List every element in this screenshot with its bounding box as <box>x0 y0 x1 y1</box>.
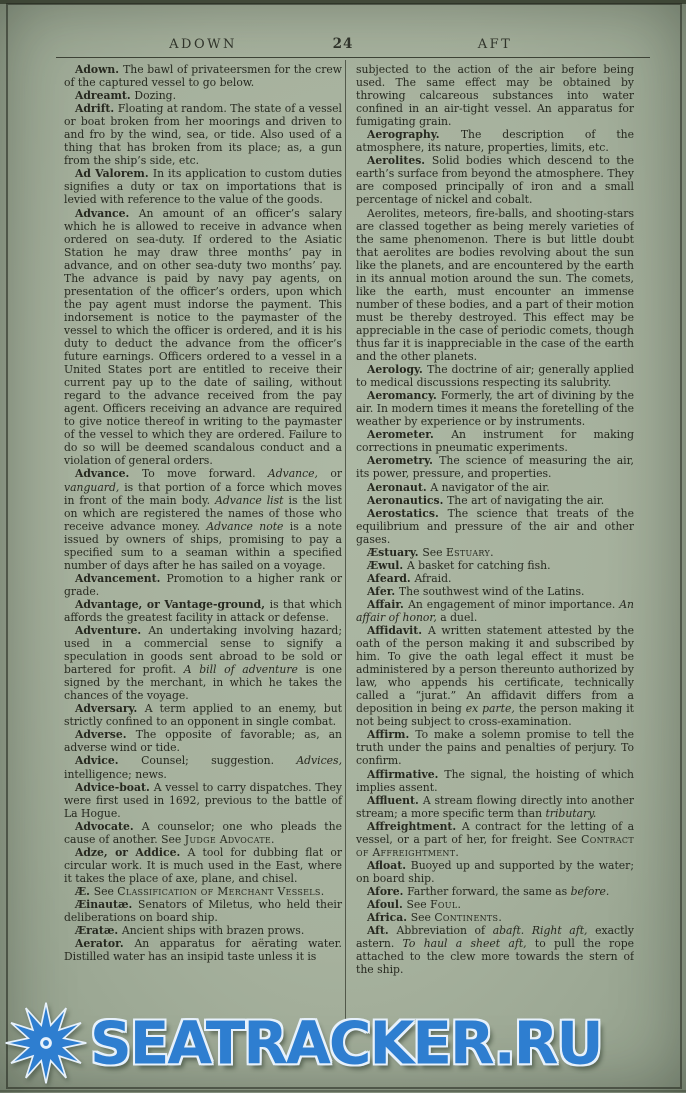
entry-headword: Affirm. <box>367 728 416 742</box>
entry-text: To make a solemn promise to tell the truth under the pains and penalties of perjury. To confirm. <box>356 728 634 768</box>
entry-text: is that portion of a force which moves in front of the main body. <box>64 480 342 507</box>
entry-text: . <box>320 884 325 898</box>
entry-italic-text: abaft. <box>492 924 525 938</box>
entry-cross-reference: Judge Advocate <box>184 832 271 846</box>
watermark-text: SEATRACKER.RU <box>90 1008 602 1078</box>
entry-headword: Adreamt. <box>75 89 135 103</box>
dictionary-entry <box>356 454 634 480</box>
dictionary-entry <box>356 898 634 911</box>
dictionary-entry <box>64 572 342 598</box>
entry-headword: Aerology. <box>367 363 428 377</box>
dictionary-entry <box>356 507 634 546</box>
entry-text: Afraid. <box>414 571 452 585</box>
dictionary-entry <box>356 911 634 924</box>
entry-headword: Aerolites. <box>367 154 432 168</box>
dictionary-entry <box>64 102 342 167</box>
dictionary-entry <box>64 846 342 885</box>
entry-headword: Afeard. <box>367 571 415 585</box>
entry-text: The doctrine of air; generally applied to medical discussions respecting its salubrity. <box>356 363 634 390</box>
dictionary-entry <box>356 63 634 128</box>
dictionary-entry <box>64 728 342 754</box>
entry-headword: Afoul. <box>367 898 407 911</box>
header-rule <box>56 57 650 58</box>
entry-headword: Aeronaut. <box>367 480 431 494</box>
entry-headword: Adze, or Addice. <box>75 845 188 859</box>
entry-text: To move forward. <box>141 467 268 481</box>
dictionary-entry <box>64 754 342 780</box>
entry-text: Formerly, the art of divining by the air. In modern times it means the foretelling of the weather by experience or by instruments. <box>356 389 634 429</box>
dictionary-entry <box>356 154 634 206</box>
running-head-right: AFT <box>477 37 513 52</box>
scan-edge-bottom <box>0 1090 686 1092</box>
entry-headword: Æinautæ. <box>75 898 139 911</box>
dictionary-entry <box>64 598 342 624</box>
dictionary-entry <box>64 207 342 468</box>
entry-headword: Aft. <box>367 924 397 938</box>
entry-headword: Æ. <box>75 884 94 898</box>
entry-headword: Afloat. <box>367 858 411 872</box>
entry-text: The art of navigating the air. <box>447 493 605 507</box>
dictionary-entry <box>356 585 634 598</box>
dictionary-entry <box>64 89 342 102</box>
entry-text: a duel. <box>436 610 478 624</box>
entry-text: Buoyed up and supported by the water; on board ship. <box>356 858 634 885</box>
entry-italic-text: before. <box>570 884 610 898</box>
running-head-left: ADOWN <box>169 37 237 52</box>
entry-text: The opposite of favorable; as, an adverse wind or tide. <box>64 728 342 755</box>
entry-text: A written statement attested by the oath of the person making it and subscribed by him. To give the oath legal effect it must be administered by a person thereunto authorized by law, who appends his certificate, technically called a “jurat.” An affidavit differs from a deposition in being <box>356 624 634 716</box>
dictionary-entry <box>356 768 634 794</box>
entry-text: An amount of an officer’s salary which he is allowed to receive in advance when ordered on sea-duty. If ordered to the Asiatic Station he may draw three months’ pay in advance, and on other sea-duty two months’ pay. The advance is paid by navy pay agents, on presentation of the officer’s orders, upon which the pay agent must indorse the payment. This indorsement is notice to the paymaster of the vessel to which the officer is ordered, and it is his duty to deduct the advance from the officer’s future earnings. Officers ordered to a vessel in a United States port are entitled to receive their current pay up to the date of sailing, without regard to the advance received from the pay agent. Officers receiving an advance are required to give notice thereof in writing to the paymaster of the vessel to which they are ordered. Failure to do so will be deemed scandalous conduct and a violation of general orders. <box>64 206 342 468</box>
entry-headword: Aerometer. <box>367 428 452 442</box>
entry-headword: Aerator. <box>75 937 135 951</box>
entry-headword: Affluent. <box>367 793 423 807</box>
dictionary-entry <box>64 781 342 820</box>
entry-text: A term applied to an enemy, but strictly confined to an opponent in single combat. <box>64 702 342 729</box>
entry-headword: Aerometry. <box>367 454 440 468</box>
entry-text: Abbreviation of <box>396 924 493 938</box>
dictionary-entry <box>356 624 634 728</box>
entry-headword: Æstuary. <box>367 545 423 559</box>
entry-headword: Ad Valorem. <box>75 167 153 181</box>
entry-text: The science that treats of the equilibrium and pressure of the air and other gases. <box>356 506 634 546</box>
entry-cross-reference: Continents <box>434 911 499 925</box>
entry-italic-text: A bill of adventure <box>183 663 298 677</box>
entry-headword: Advance. <box>75 467 142 481</box>
dictionary-entry <box>64 702 342 728</box>
entry-text: Dozing. <box>134 89 177 103</box>
dictionary-entry <box>356 572 634 585</box>
entry-headword: Advancement. <box>75 571 167 585</box>
entry-text: An apparatus for aërating water. Distilled water has an insipid taste unless it is <box>64 937 342 964</box>
entry-text: Solid bodies which descend to the earth’s surface from beyond the atmosphere. They are composed principally of iron and a small percentage of nickel and cobalt. <box>356 154 634 207</box>
dictionary-entry <box>356 924 634 976</box>
entry-italic-text: ex parte, <box>465 702 515 716</box>
entry-cross-reference: Foul <box>430 898 458 911</box>
entry-headword: Aeromancy. <box>367 389 441 403</box>
entry-headword: Aerography. <box>367 128 461 142</box>
dictionary-entry <box>64 885 342 898</box>
entry-text: Floating at random. The state of a vessel or boat broken from her moorings and driven to and fro by the wind, sea, or tide. Also used of a thing that has broken from its place; as, a gun from the ship’s side, etc. <box>64 102 342 168</box>
entry-italic-text: Right aft, <box>531 924 588 938</box>
entry-italic-text: vanguard, <box>64 480 120 494</box>
entry-headword: Aerostatics. <box>367 506 448 520</box>
entry-headword: Advantage, or Vantage-ground, <box>75 597 270 611</box>
entry-headword: Æratæ. <box>75 924 122 938</box>
entry-text: . <box>498 911 502 925</box>
entry-text: . <box>457 898 461 911</box>
entry-text: The signal, the hoisting of which implies assent. <box>356 767 634 794</box>
dictionary-entry <box>64 898 342 924</box>
entry-headword: Adverse. <box>75 728 136 742</box>
entry-headword: Advocate. <box>75 819 142 833</box>
entry-text: or <box>318 467 343 481</box>
entry-text: A tool for dubbing flat or circular work. It is much used in the East, where it takes the place of axe, plane, and chisel. <box>64 845 342 885</box>
entry-text: An instrument for making corrections in pneumatic experiments. <box>356 428 634 455</box>
entry-italic-text: An affair of honor, <box>356 597 634 624</box>
dictionary-entry <box>356 546 634 559</box>
dictionary-entry <box>64 820 342 846</box>
entry-text: A stream flowing directly into another stream; a more specific term than <box>356 793 634 820</box>
entry-text: is the list on which are registered the names of those who receive advance money. <box>64 493 342 533</box>
entry-text: A vessel to carry dispatches. They were first used in 1692, previous to the battle of La Hogue. <box>64 780 342 820</box>
entry-text: intelligence; news. <box>64 767 167 781</box>
entry-text: The description of the atmosphere, its nature, properties, limits, etc. <box>356 128 634 155</box>
entry-headword: Æwul. <box>367 558 407 572</box>
entry-italic-text: Advance, <box>267 467 318 481</box>
entry-text: . <box>455 845 459 859</box>
dictionary-entry <box>356 494 634 507</box>
entry-italic-text: tributary. <box>545 806 597 820</box>
entry-text: See <box>410 911 435 925</box>
entry-text: Counsel; suggestion. <box>141 754 297 768</box>
dictionary-entry <box>64 63 342 89</box>
entry-text: is one signed by the merchant, in which he takes the chances of the voyage. <box>64 663 342 703</box>
entry-text: A counselor; one who pleads the cause of another. See <box>64 819 342 846</box>
entry-headword: Affair. <box>367 597 409 611</box>
entry-text: See <box>93 884 118 898</box>
entry-cross-reference: Contract of Affreightment <box>356 832 634 859</box>
entry-headword: Advice-boat. <box>75 780 154 794</box>
entry-text: . <box>490 545 494 559</box>
entry-text: Ancient ships with brazen prows. <box>121 924 305 938</box>
entry-headword: Adown. <box>75 63 124 76</box>
dictionary-entry <box>64 937 342 963</box>
entry-text: The bawl of privateersmen for the crew of the captured vessel to go below. <box>64 63 342 90</box>
entry-headword: Affirmative. <box>367 767 445 781</box>
entry-cross-reference: Estuary <box>445 545 491 559</box>
text-columns <box>64 63 634 1083</box>
entry-italic-text: Advices, <box>296 754 342 768</box>
dictionary-entry <box>64 467 342 571</box>
dictionary-entry <box>64 924 342 937</box>
dictionary-entry <box>356 128 634 154</box>
entry-headword: Africa. <box>367 911 411 925</box>
entry-text: See <box>422 545 446 559</box>
dictionary-entry <box>64 624 342 702</box>
dictionary-entry <box>356 859 634 885</box>
entry-italic-text: To haul a sheet aft, <box>402 937 527 951</box>
dictionary-entry <box>356 794 634 820</box>
entry-text: The southwest wind of the Latins. <box>398 584 585 598</box>
entry-text: Senators of Miletus, who held their deliberations on board ship. <box>64 898 342 925</box>
left-column <box>64 63 342 1083</box>
dictionary-entry <box>356 598 634 624</box>
dictionary-entry <box>64 167 342 206</box>
entry-text: is a note issued by owners of ships, promising to pay a specified sum to a seaman within a specified number of days after he has sailed on a voyage. <box>64 519 342 572</box>
entry-headword: Affreightment. <box>367 819 462 833</box>
entry-text: . <box>271 832 275 846</box>
entry-headword: Afore. <box>367 884 408 898</box>
dictionary-entry <box>356 885 634 898</box>
dictionary-entry <box>356 481 634 494</box>
dictionary-entry <box>356 728 634 767</box>
right-column <box>356 63 634 1083</box>
entry-text: exactly astern. <box>356 924 634 951</box>
dictionary-entry <box>356 389 634 428</box>
entry-text: A navigator of the air. <box>430 480 550 494</box>
entry-text: is that which affords the greatest facility in attack or defense. <box>64 597 342 624</box>
entry-cross-reference: Classification of Merchant Vessels <box>117 884 321 898</box>
entry-italic-text: Advance note <box>206 519 284 533</box>
entry-text: In its application to custom duties signifies a duty or tax on importations that is levied with reference to the value of the goods. <box>64 167 343 207</box>
entry-text: Aerolites, meteors, fire-balls, and shooting-stars are classed together as being merely varieties of the same phenomenon. There is but little doubt that aerolites are bodies revolving about the sun like the planets, and are encountered by the earth in its annual motion around the sun. The comets, like the earth, must encounter an immense number of these bodies, and a part of their motion must be thereby destroyed. This effect may be appreciable in the case of periodic comets, though thus far it is inappreciable in the case of the earth and the other planets. <box>356 206 634 364</box>
entry-headword: Adventure. <box>75 624 149 638</box>
entry-text: the person making it not being subject to cross-examination. <box>356 702 634 729</box>
entry-text: Farther forward, the same as <box>407 884 571 898</box>
dictionary-entry <box>356 820 634 859</box>
entry-text: A contract for the letting of a vessel, or a part of her, for freight. See <box>356 819 634 846</box>
entry-headword: Adversary. <box>75 702 145 716</box>
entry-headword: Afer. <box>367 584 399 598</box>
entry-text: The science of measuring the air, its power, pressure, and properties. <box>356 454 634 481</box>
entry-text: Promotion to a higher rank or grade. <box>64 571 342 598</box>
entry-text: An undertaking involving hazard; used in a commercial sense to signify a speculation in goods sent abroad to be sold or bartered for profit. <box>64 624 342 677</box>
entry-text <box>524 924 532 937</box>
entry-headword: Affidavit. <box>367 624 428 638</box>
entry-headword: Advice. <box>75 754 142 768</box>
dictionary-entry <box>356 207 634 364</box>
scan-edge-top <box>0 0 686 4</box>
entry-text: An engagement of minor importance. <box>408 597 620 611</box>
entry-italic-text: Advance list <box>215 493 284 507</box>
dictionary-entry <box>356 559 634 572</box>
entry-text: See <box>406 898 431 911</box>
entry-headword: Advance. <box>75 206 139 220</box>
entry-text: to pull the rope attached to the clew more towards the stern of the ship. <box>356 937 634 977</box>
page-number: 24 <box>332 36 354 52</box>
dictionary-entry <box>356 363 634 389</box>
entry-headword: Adrift. <box>75 102 118 116</box>
entry-text: subjected to the action of the air before being used. The same effect may be obtained by throwing calcareous substances into water confined in an air-tight vessel. An apparatus for fumigating grain. <box>356 63 634 129</box>
entry-headword: Aeronautics. <box>367 493 448 507</box>
dictionary-entry <box>356 428 634 454</box>
entry-text: A basket for catching fish. <box>406 558 551 572</box>
